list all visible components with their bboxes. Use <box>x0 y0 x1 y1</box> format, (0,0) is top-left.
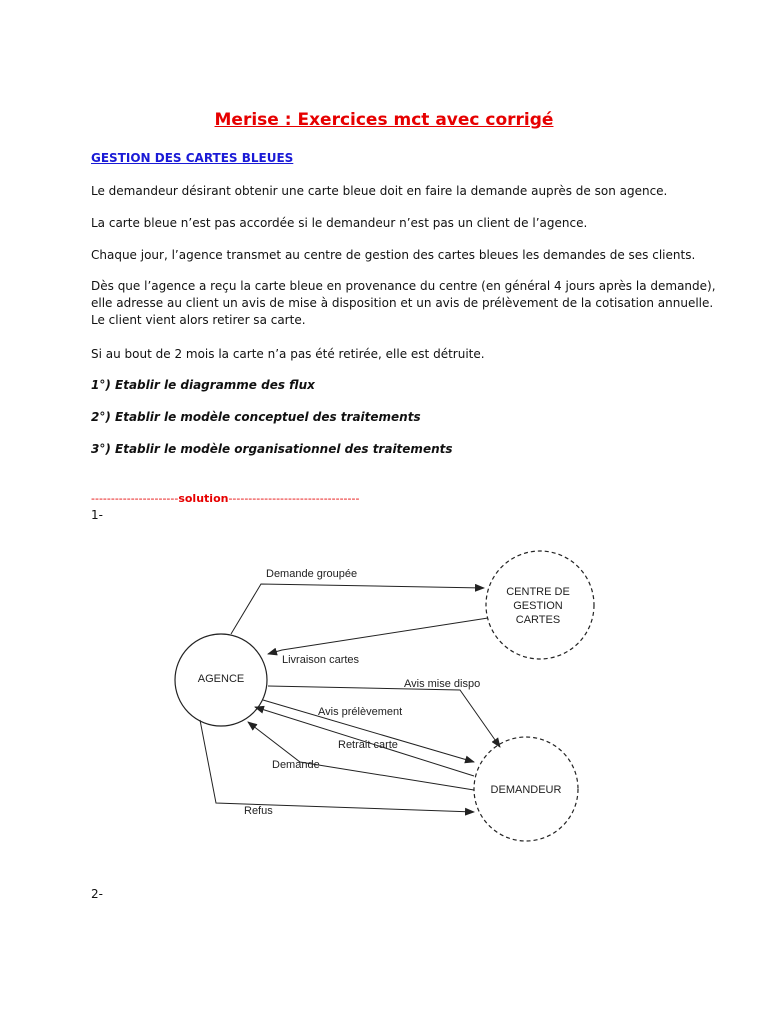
demande-groupee-label: Demande groupée <box>266 568 358 580</box>
flow-refus <box>200 720 474 817</box>
demande-arrow <box>248 722 474 790</box>
actor-agence <box>175 634 267 726</box>
livraison-cartes-arrow <box>268 618 488 654</box>
retrait-carte-label: Retrait carte <box>338 739 398 751</box>
agence-label: AGENCE <box>197 673 245 685</box>
question-3: 3°) Etablir le modèle organisationnel des traitements <box>91 442 453 456</box>
avis-mise-dispo-label: Avis mise dispo <box>404 678 481 690</box>
actor-centre <box>486 551 594 659</box>
refus-arrow <box>200 720 474 812</box>
flow-demande <box>248 722 474 790</box>
question-2: 2°) Etablir le modèle conceptuel des traitements <box>91 410 421 424</box>
question-1: 1°) Etablir le diagramme des flux <box>91 378 315 392</box>
demande-label: Demande <box>272 759 320 771</box>
centre-label-line-2: GESTION <box>513 600 563 612</box>
livraison-cartes-label: Livraison cartes <box>282 654 360 666</box>
paragraph-4-line-2: elle adresse au client un avis de mise à disposition et un avis de prélèvement de la cotisation annuelle. <box>91 296 714 310</box>
avis-prelevement-label: Avis prélèvement <box>318 706 403 718</box>
demandeur-label: DEMANDEUR <box>490 784 562 796</box>
paragraph-4-line-1: Dès que l’agence a reçu la carte bleue en provenance du centre (en général 4 jours après la demande), <box>91 279 716 293</box>
refus-label: Refus <box>244 805 273 817</box>
flow-livraison-cartes <box>268 618 488 666</box>
solution-label: solution <box>178 492 229 505</box>
section-heading: GESTION DES CARTES BLEUES <box>91 151 294 165</box>
paragraph-5: Si au bout de 2 mois la carte n’a pas été retirée, elle est détruite. <box>91 347 485 361</box>
document-title: Merise : Exercices mct avec corrigé <box>214 110 554 130</box>
paragraph-1: Le demandeur désirant obtenir une carte bleue doit en faire la demande auprès de son agence. <box>91 184 668 198</box>
paragraph-4-line-3: Le client vient alors retirer sa carte. <box>91 313 306 327</box>
part-1-label: 1- <box>91 508 103 522</box>
centre-label-line-3: CARTES <box>515 614 561 626</box>
flow-avis-prelevement <box>263 700 474 762</box>
solution-dashes-right: --------------------------------- <box>228 492 360 505</box>
demande-groupee-arrow <box>231 584 484 634</box>
paragraph-3: Chaque jour, l’agence transmet au centre de gestion des cartes bleues les demandes de ses clients. <box>91 248 696 262</box>
centre-label-line-1: CENTRE DE <box>506 586 570 598</box>
part-2-label: 2- <box>91 887 103 901</box>
paragraph-2: La carte bleue n’est pas accordée si le demandeur n’est pas un client de l’agence. <box>91 216 588 230</box>
actor-demandeur <box>474 737 578 841</box>
solution-dashes-left: ---------------------- <box>91 492 179 505</box>
